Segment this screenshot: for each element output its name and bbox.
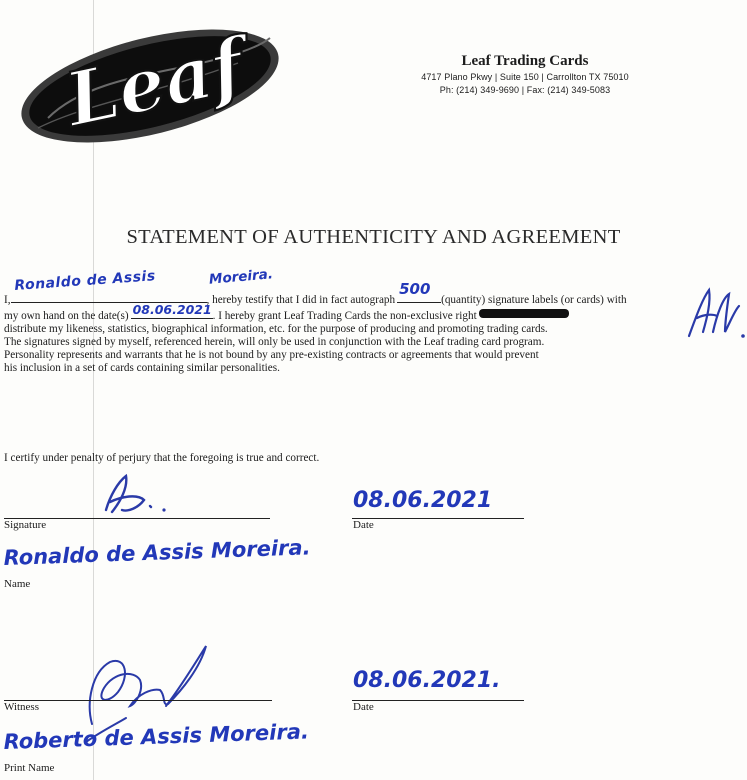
handwritten-name: Ronaldo de Assis [13,268,156,294]
company-contact: Ph: (214) 349-9690 | Fax: (214) 349-5083 [439,84,611,95]
company-name: Leaf Trading Cards [461,53,589,69]
signature-date-label: Date [353,519,374,531]
handwritten-printed-name: Ronaldo de Assis Moreira. [3,535,311,570]
margin-initials-signature [683,284,747,346]
handwritten-date: 08.06.2021 [132,301,212,317]
witness-line [4,700,272,701]
name-label: Name [4,578,31,590]
statement-text-1: , hereby testify that I did in fact autograph [206,294,396,306]
statement-line2-start: my own hand on the date(s) [4,309,129,322]
witness-date-value: 08.06.2021. [353,668,501,693]
logo-wordmark: Leaf [58,22,252,144]
signature-label: Signature [4,519,47,531]
witness-label: Witness [4,701,39,713]
statement-line2-end: . I hereby grant Leaf Trading Cards the non-exclusive right [212,309,477,322]
print-name-label: Print Name [4,762,55,774]
quantity-blank [397,280,441,303]
statement-line-1 [4,266,674,307]
document-title: STATEMENT OF AUTHENTICITY AND AGREEMENT [126,226,621,248]
statement-line-3: distribute my likeness, statistics, biographical information, etc. for the purpose of producing and promoting trading cards. [4,322,548,335]
handwritten-witness-name: Roberto de Assis Moreira. [3,719,310,754]
witness-date-line [352,700,524,701]
handwritten-quantity: 500 [399,280,431,298]
player-signature [98,472,178,520]
date-blank [131,301,213,319]
leaf-logo [8,8,293,158]
handwritten-name-cont: Moreira. [208,266,274,288]
statement-line-4: The signatures signed by myself, referenced herein, will only be used in conjunction with the Leaf trading card program. [4,335,545,348]
certify-statement: I certify under penalty of perjury that the foregoing is true and correct. [4,452,320,464]
statement-text-2: (quantity) signature labels (or cards) with [441,294,627,306]
redaction-bar [479,309,569,318]
statement-line-5: Personality represents and warrants that he is not bound by any pre-existing contracts or agreements that would prevent [4,348,539,361]
company-address: 4717 Plano Pkwy | Suite 150 | Carrollton TX 75010 [421,72,629,82]
statement-body [4,266,674,374]
company-header [390,52,660,96]
statement-line-2 [4,301,674,323]
statement-prefix: I, [4,294,11,306]
signature-date-value: 08.06.2021 [353,488,493,513]
statement-line-6: his inclusion in a set of cards containing similar personalities. [4,361,280,374]
witness-date-label: Date [353,701,374,713]
signature-date-line [352,518,524,519]
